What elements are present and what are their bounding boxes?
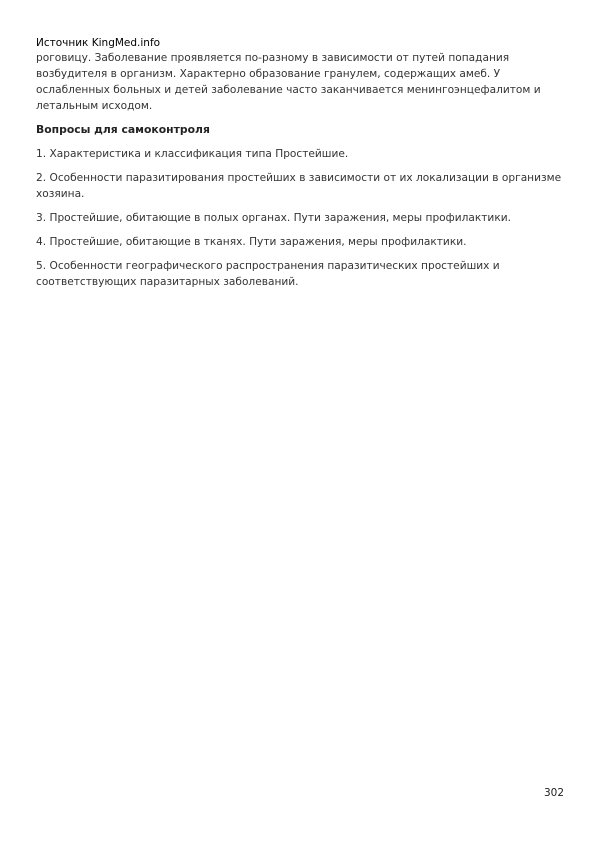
question-item: 4. Простейшие, обитающие в тканях. Пути заражения, меры профилактики. xyxy=(36,236,467,248)
question-item: 2. Особенности паразитирования простейших в зависимости от их локализации в организме хозяина. xyxy=(36,172,562,200)
question-item: 3. Простейшие, обитающие в полых органах. Пути заражения, меры профилактики. xyxy=(36,212,511,224)
source-label: Источник KingMed.info xyxy=(36,37,161,49)
page-number: 302 xyxy=(543,787,564,799)
intro-paragraph: роговицу. Заболевание проявляется по-разному в зависимости от путей попадания возбудителя в организм. Характерно образование гранулем, содержащих амеб. У ослабленных больных и детей заболевание часто заканчивается менингоэнцефалитом и летальным исходом. xyxy=(36,52,541,112)
question-item: 5. Особенности географического распространения паразитических простейших и соответствующих паразитарных заболеваний. xyxy=(36,260,500,288)
page-content xyxy=(36,50,564,290)
section-heading: Вопросы для самоконтроля xyxy=(36,123,210,136)
question-item: 1. Характеристика и классификация типа Простейшие. xyxy=(36,148,349,160)
